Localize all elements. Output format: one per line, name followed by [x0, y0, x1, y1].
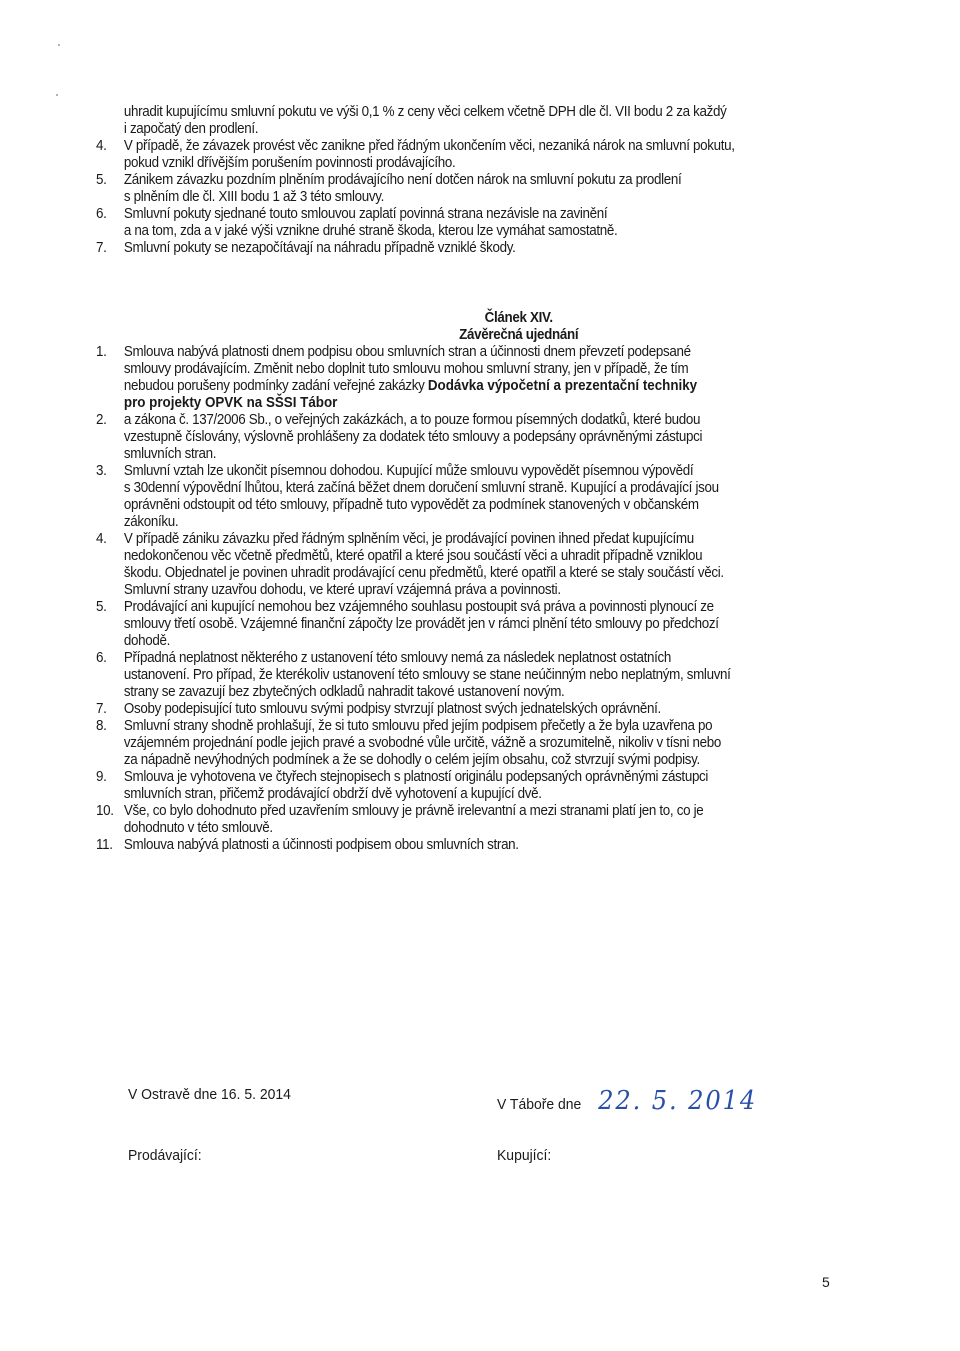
text-line: a zákona č. 137/2006 Sb., o veřejných zakázkách, a to pouze formou písemných dodatků, které budou [123, 412, 701, 428]
text-line: strany se zavazují bez zbytečných odkladů nahradit takové ustanovení novým. [123, 684, 565, 700]
text-line: Smluvní strany uzavřou dohodu, ve které upraví vzájemná práva a povinnosti. [123, 582, 561, 598]
numbered-item [96, 463, 830, 531]
item-number: 1. [96, 344, 107, 360]
text-line: škodu. Objednatel je povinen uhradit prodávající cenu předmětů, které opatřil a které se staly součástí věci. [123, 565, 724, 581]
signature-place-date-buyer [497, 1086, 757, 1116]
numbered-item [96, 650, 830, 701]
scan-speck [58, 44, 60, 46]
item-number: 7. [96, 701, 107, 717]
article-number: Článek XIV. [484, 310, 553, 326]
text-line: i započatý den prodlení. [123, 121, 259, 137]
text-line: ustanovení. Pro případ, že kterékoliv ustanovení této smlouvy se stane neúčinným nebo neplatným, smluvní [123, 667, 731, 683]
numbered-item [96, 599, 830, 650]
numbered-item [96, 803, 830, 837]
text-line: Smluvní pokuty se nezapočítávají na náhradu případně vzniklé škody. [123, 240, 516, 256]
place-label: V Táboře dne [497, 1096, 582, 1113]
item-text [124, 138, 830, 172]
item-text [124, 803, 830, 837]
item-number: 3. [96, 463, 107, 479]
text-line: vzájemném projednání podle jejich pravé a svobodné vůle určitě, vážně a srozumitelně, nikoliv v tísni nebo [123, 735, 722, 751]
text-line: smlouvy třetí osobě. Vzájemné finanční zápočty lze provádět jen v rámci plnění této smlouvy po předchozí [123, 616, 719, 632]
item-text [124, 769, 830, 803]
text-line: uhradit kupujícímu smluvní pokutu ve výši 0,1 % z ceny věci celkem včetně DPH dle čl. VII bodu 2 za každý [123, 104, 727, 120]
final-item [96, 412, 830, 429]
item-continuation [96, 429, 830, 463]
item-text [124, 599, 830, 650]
item-number: 7. [96, 240, 107, 256]
text-line: s plněním dle čl. XIII bodu 1 až 3 této smlouvy. [123, 189, 385, 205]
text-line: V případě zániku závazku před řádným splněním věci, je prodávající povinen ihned předat kupujícímu [123, 531, 694, 547]
numbered-item [96, 718, 830, 769]
text-line: Osoby podepisující tuto smlouvu svými podpisy stvrzují platnost svých jednatelských oprávnění. [123, 701, 661, 717]
text-line: pokud vznikl dřívějším porušením povinnosti prodávajícího. [123, 155, 456, 171]
penalty-list [96, 138, 830, 257]
text-line: smlouvy prodávajícím. Změnit nebo doplnit tuto smlouvu mohou smluvní strany, jen v případě, že tím [123, 361, 689, 377]
intro-paragraph [96, 104, 830, 138]
item-text [124, 837, 830, 854]
text-line: Vše, co bylo dohodnuto před uzavřením smlouvy je právně irelevantní a mezi stranami platí jen to, co je [123, 803, 704, 819]
text-line: Prodávající ani kupující nemohou bez vzájemného souhlasu postoupit svá práva a povinnosti plynoucí ze [123, 599, 714, 615]
text-line: vzestupně číslovány, výslovně prohlášeny za dodatek této smlouvy a podepsány oprávněnými zástupci [123, 429, 703, 445]
item-number: 8. [96, 718, 107, 734]
numbered-item [96, 172, 830, 206]
item-number: 6. [96, 206, 107, 222]
text-line: Smluvní strany shodně prohlašují, že si tuto smlouvu před jejím podpisem přečetly a že byla uzavřena po [123, 718, 713, 734]
contract-text [96, 104, 830, 854]
text-fragment: nebudou porušeny podmínky zadání veřejné zakázky [123, 378, 428, 394]
numbered-item [96, 531, 830, 599]
text-line: Smluvní vztah lze ukončit písemnou dohodou. Kupující může smlouvu vypovědět písemnou výpovědí [123, 463, 694, 479]
item-text [124, 531, 830, 599]
final-item [96, 344, 830, 412]
item-text [124, 718, 830, 769]
text-line: Smlouva nabývá platnosti a účinnosti podpisem obou smluvních stran. [123, 837, 519, 853]
numbered-item [96, 240, 830, 257]
article-title: Závěrečná ujednání [459, 327, 579, 343]
text-line: Smlouva nabývá platnosti dnem podpisu obou smluvních stran a účinnosti dnem převzetí podepsané [123, 344, 691, 360]
text-line: smluvních stran. [123, 446, 217, 462]
item-text [124, 240, 830, 257]
item-number: 4. [96, 138, 107, 154]
text-line: Zánikem závazku pozdním plněním prodávajícího není dotčen nárok na smluvní pokutu za prodlení [123, 172, 682, 188]
numbered-item [96, 837, 830, 854]
numbered-item [96, 138, 830, 172]
signature-place-date-seller: V Ostravě dne 16. 5. 2014 [128, 1086, 291, 1103]
numbered-item [96, 206, 830, 240]
buyer-label: Kupující: [497, 1147, 552, 1164]
final-provisions-list [96, 463, 830, 854]
item-text [124, 344, 830, 412]
text-line: a na tom, zda a v jaké výši vznikne druhé straně škoda, kterou lze vymáhat samostatně. [123, 223, 618, 239]
text-line: Smlouva je vyhotovena ve čtyřech stejnopisech s platností originálu podepsaných oprávněnými zástupci [123, 769, 709, 785]
item-text [124, 172, 830, 206]
text-line: za nápadně nevýhodných podmínek a že se dohodly o celém jejím obsahu, což stvrzují svými podpisy. [123, 752, 700, 768]
text-line [124, 378, 830, 395]
item-text [124, 463, 830, 531]
item-number: 11. [96, 837, 113, 853]
text-line: dohodnuto v této smlouvě. [123, 820, 273, 836]
text-line: dohodě. [123, 633, 171, 649]
text-line: oprávněni odstoupit od této smlouvy, případně tuto vypovědět za podmínek stanovených v občanském [123, 497, 699, 513]
handwritten-date: 22. 5. 2014 [598, 1086, 758, 1116]
text-line: Případná neplatnost některého z ustanovení této smlouvy nemá za následek neplatnost ostatních [123, 650, 671, 666]
scan-speck [56, 94, 58, 96]
text-line: nedokončenou věc včetně předmětů, které opatřil a které jsou součástí věci a uhradit případně vzniklou [123, 548, 703, 564]
tender-name-continued: pro projekty OPVK na SŠSI Tábor [123, 395, 338, 411]
item-text [124, 701, 830, 718]
page-number: 5 [822, 1274, 830, 1290]
text-line: Smluvní pokuty sjednané touto smlouvou zaplatí povinná strana nezávisle na zavinění [123, 206, 608, 222]
seller-label: Prodávající: [128, 1147, 202, 1164]
item-number: 5. [96, 599, 107, 615]
text-line: V případě, že závazek provést věc zanikne před řádným ukončením věci, nezaniká nárok na smluvní pokutu, [123, 138, 735, 154]
item-number: 2. [96, 412, 107, 428]
item-number: 10. [96, 803, 114, 819]
text-line: s 30denní výpovědní lhůtou, která začíná běžet dnem doručení smluvní straně. Kupující a prodávající jsou [123, 480, 719, 496]
item-number: 4. [96, 531, 107, 547]
item-text [124, 206, 830, 240]
item-number: 5. [96, 172, 107, 188]
text-line: smluvních stran, přičemž prodávající obdrží dvě vyhotovení a kupující dvě. [123, 786, 542, 802]
item-number: 6. [96, 650, 107, 666]
item-text [124, 412, 830, 429]
item-text [124, 650, 830, 701]
numbered-item [96, 701, 830, 718]
numbered-item [96, 769, 830, 803]
tender-name: Dodávka výpočetní a prezentační techniky [427, 378, 698, 394]
item-number: 9. [96, 769, 107, 785]
text-line: zákoníku. [123, 514, 179, 530]
